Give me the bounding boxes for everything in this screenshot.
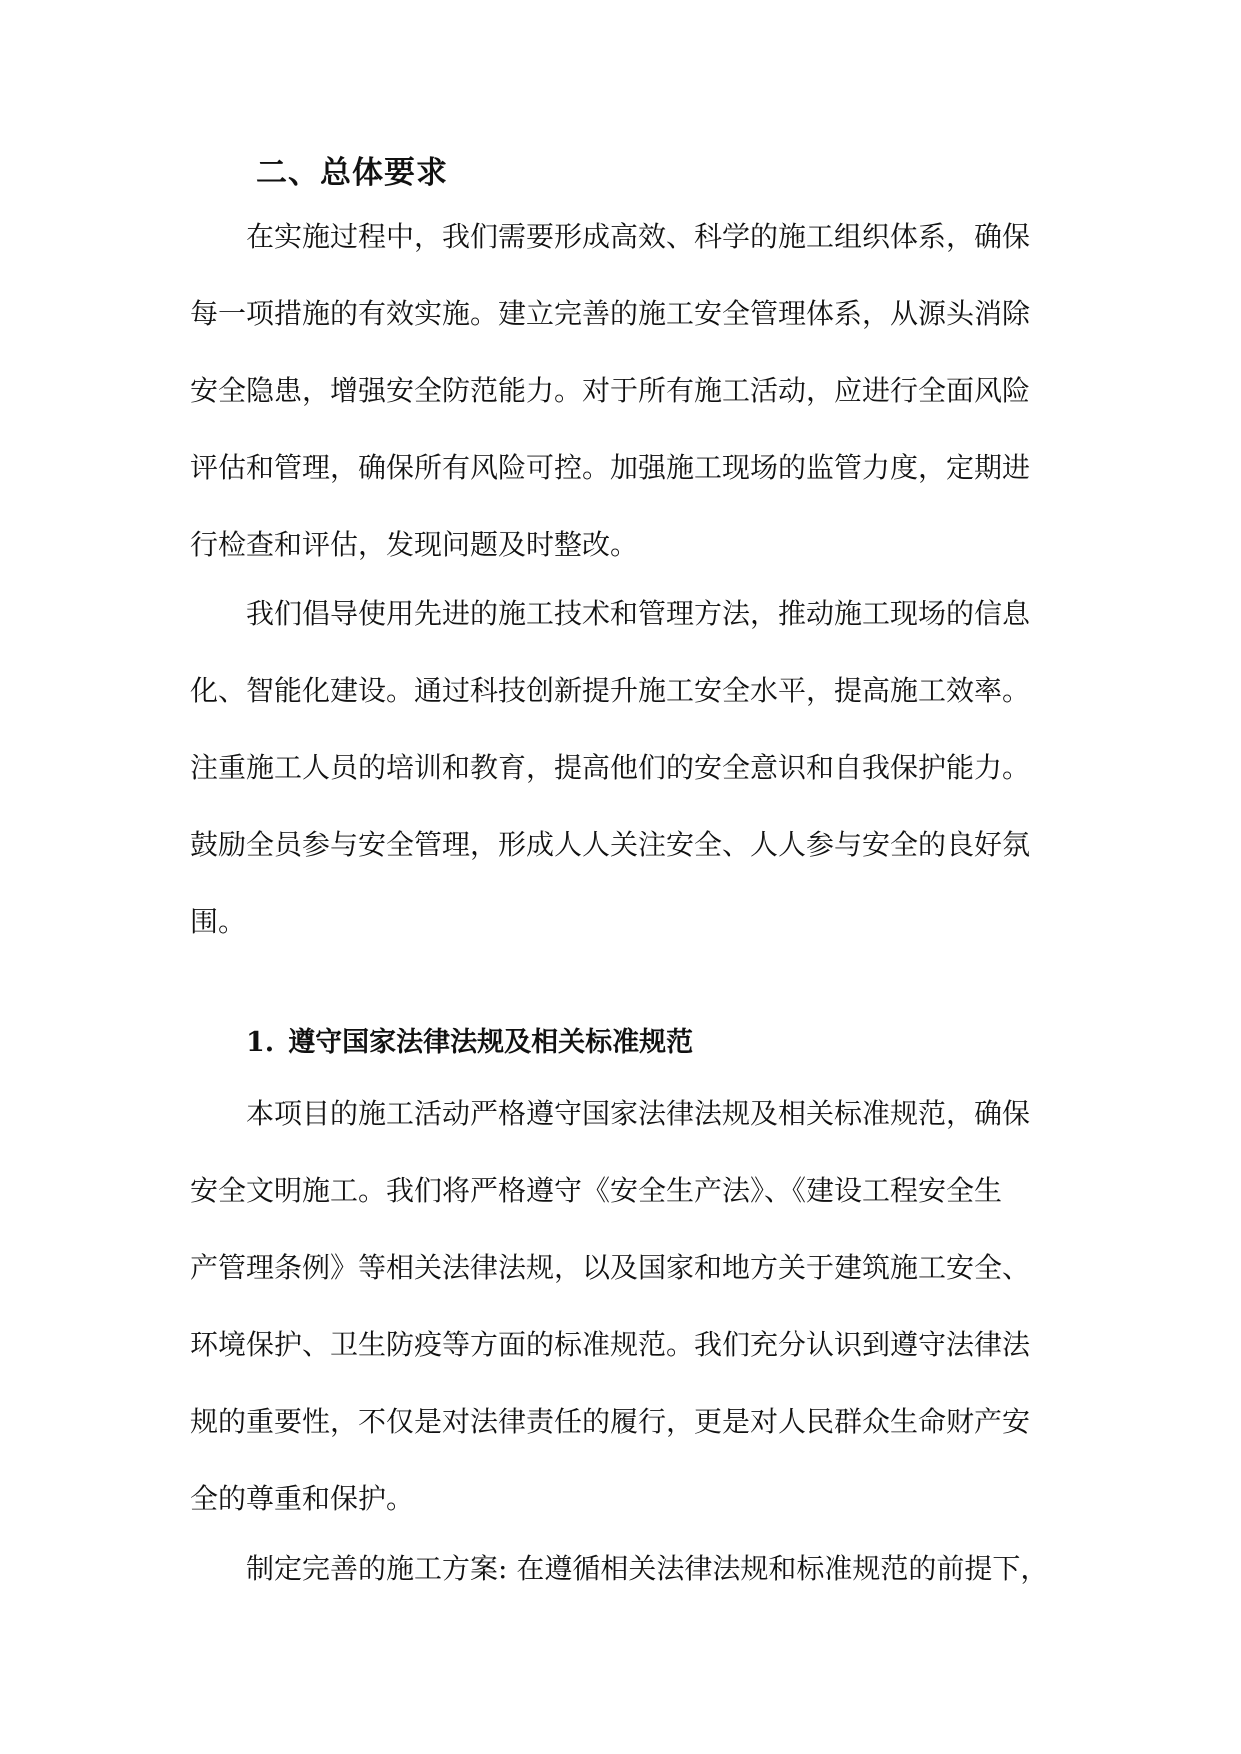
paragraph-line: 产管理条例》等相关法律法规，以及国家和地方关于建筑施工安全、 <box>190 1251 1031 1284</box>
paragraph-line: 注重施工人员的培训和教育，提高他们的安全意识和自我保护能力。 <box>190 751 1031 784</box>
paragraph-line: 安全文明施工。我们将严格遵守《安全生产法》、《建设工程安全生 <box>190 1174 1003 1207</box>
paragraph-line: 评估和管理，确保所有风险可控。加强施工现场的监管力度，定期进 <box>190 451 1031 484</box>
paragraph-1 <box>190 198 1060 583</box>
paragraph-line: 我们倡导使用先进的施工技术和管理方法，推动施工现场的信息 <box>246 597 1031 630</box>
paragraph-3 <box>190 1075 1060 1537</box>
paragraph-2 <box>190 575 1060 960</box>
subsection-title: 遵守国家法律法规及相关标准规范 <box>288 1027 694 1058</box>
paragraph-line: 围。 <box>190 905 247 938</box>
paragraph-line: 化、智能化建设。通过科技创新提升施工安全水平，提高施工效率。 <box>190 674 1031 707</box>
subsection-heading <box>246 1023 693 1063</box>
paragraph-line: 全的尊重和保护。 <box>190 1482 415 1515</box>
paragraph-line: 行检查和评估，发现问题及时整改。 <box>190 528 639 561</box>
paragraph-line: 在实施过程中，我们需要形成高效、科学的施工组织体系，确保 <box>246 220 1031 253</box>
paragraph-line: 鼓励全员参与安全管理，形成人人关注安全、人人参与安全的良好氛 <box>190 828 1031 861</box>
paragraph-line: 制定完善的施工方案: 在遵循相关法律法规和标准规范的前提下， <box>246 1552 1049 1585</box>
paragraph-line: 环境保护、卫生防疫等方面的标准规范。我们充分认识到遵守法律法 <box>190 1328 1031 1361</box>
paragraph-line: 本项目的施工活动严格遵守国家法律法规及相关标准规范，确保 <box>246 1097 1031 1130</box>
paragraph-line: 每一项措施的有效实施。建立完善的施工安全管理体系，从源头消除 <box>190 297 1031 330</box>
paragraph-4 <box>190 1530 1060 1607</box>
paragraph-line: 安全隐患，增强安全防范能力。对于所有施工活动，应进行全面风险 <box>190 374 1031 407</box>
paragraph-line: 规的重要性，不仅是对法律责任的履行，更是对人民群众生命财产安 <box>190 1405 1031 1438</box>
section-heading: 二、总体要求 <box>256 155 448 191</box>
subsection-number: 1. <box>246 1027 275 1058</box>
